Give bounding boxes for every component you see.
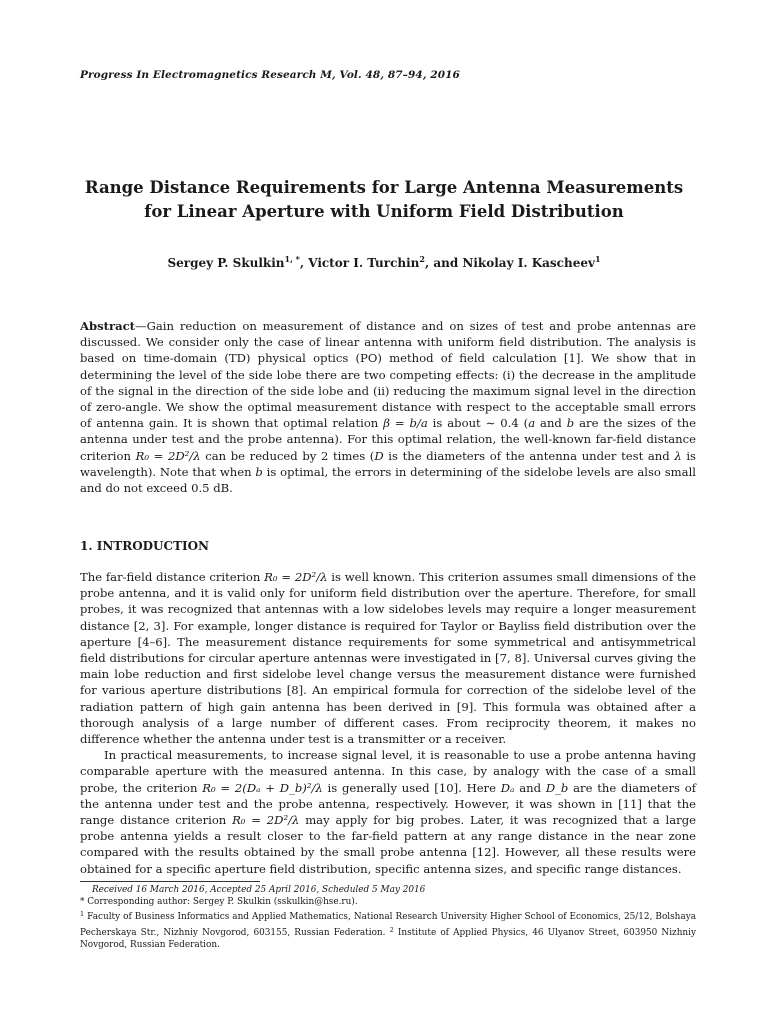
- abstract-text: is optimal, the errors in determining of the sidelobe levels are also small and do not exceed 0.5 dB.: [80, 464, 696, 496]
- footnote-mark: 1: [80, 910, 85, 919]
- formula-r0-probe: R₀ = 2(Dₐ + D_b)²/λ: [202, 780, 323, 795]
- footnote-divider: [80, 881, 260, 882]
- abstract-text: can be reduced by 2 times (: [200, 448, 375, 463]
- paragraph: [80, 747, 696, 877]
- footnote-mark: 2: [389, 925, 394, 934]
- footnote-mark: *: [80, 897, 85, 908]
- var-db: D_b: [545, 780, 569, 795]
- title-line-2: for Linear Aperture with Uniform Field Distribution: [144, 202, 624, 221]
- corresponding-author: [80, 896, 696, 908]
- footnotes: [80, 884, 696, 951]
- abstract-text: —Gain reduction on measurement of distance and on sizes of test and probe antennas are discussed. We consider only the case of linear antenna with uniform field distribution. The analysis is based on time-domain (TD) physical optics (PO) method of field calculation [1]. We show that in determining the level of the side lobe there are two competing effects: (i) the decrease in the amplitude of the signal in the direction of the side lobe and (ii) reducing the maximum signal level in the direction of zero-angle. We show the optimal measurement distance with respect to the acceptable small errors of antenna gain. It is shown that optimal relation: [80, 319, 696, 431]
- author-3: and Nikolay I. Kascheev: [433, 256, 595, 270]
- section-heading: 1. INTRODUCTION: [80, 539, 210, 553]
- author-list: Sergey P. Skulkin$^{1, *}$, Victor I. Turchin$^2$, and Nikolay I. Kascheev$^1$: [167, 254, 601, 270]
- var-da: Dₐ: [500, 780, 515, 795]
- author-2-affiliation: 2: [419, 254, 425, 264]
- paragraph-text: is generally used [10]. Here: [322, 780, 501, 795]
- author-2: Victor I. Turchin: [308, 256, 420, 270]
- var-lambda: λ: [674, 448, 682, 463]
- author-3-affiliation: 1: [594, 254, 601, 264]
- var-b: b: [566, 416, 575, 431]
- paper-title: [60, 176, 708, 224]
- abstract-text: is the diameters of the antenna under test and: [383, 448, 675, 463]
- formula-r0: R₀ = 2D²/λ: [264, 570, 328, 584]
- footnote-text: Institute of Applied Physics, 46 Ulyanov Street, 603950 Nizhniy Novgorod, Russian Federation.: [80, 927, 696, 950]
- paragraph-text: is well known. This criterion assumes small dimensions of the probe antenna, and it is valid only for uniform field distribution over the aperture. Therefore, for small probes, it was recognized that antennas with a low sidelobes levels may require a longer measurement distance [2, 3]. For example, longer distance is required for Taylor or Bayliss field distribution over the aperture [4–6]. The measurement distance requirements for some symmetrical and antisymmetrical field distributions for circular aperture antennas were investigated in [7, 8]. Universal curves giving the main lobe reduction and first sidelobe level change versus the measurement distance were furnished for various aperture distributions [8]. An empirical formula for correction of the sidelobe level of the radiation pattern of high gain antenna has been derived in [9]. This formula was obtained after a thorough analysis of a large number of different cases. From reciprocity theorem, it makes no difference whether the antenna under test is a transmitter or a receiver.: [80, 570, 696, 747]
- formula-beta: β = b/a: [383, 416, 428, 431]
- abstract-text: is wavelength). Note that when: [80, 448, 696, 479]
- author-1: Sergey P. Skulkin: [167, 256, 285, 270]
- affiliations: [80, 908, 696, 951]
- formula-r0: R₀ = 2D²/λ: [135, 448, 201, 463]
- author-1-affiliation: 1, *: [284, 254, 300, 264]
- paragraph: [80, 569, 696, 747]
- formula-r0: R₀ = 2D²/λ: [232, 813, 300, 828]
- var-a: a: [528, 416, 536, 431]
- abstract-label: Abstract: [80, 319, 136, 333]
- paragraph-text: The far-field distance criterion: [80, 570, 265, 584]
- paragraph-text: may apply for big probes. Later, it was recognized that a large probe antenna yields a result closer to the far-field pattern at any range distance in the near zone compared with the results obtained by the small probe antenna [12]. However, all these results were obtained for a specific aperture field distribution, specific antenna sizes, and specific range distances.: [80, 813, 696, 876]
- abstract-text: and: [535, 416, 567, 431]
- received-dates: Received 16 March 2016, Accepted 25 April 2016, Scheduled 5 May 2016: [92, 885, 426, 895]
- abstract: [80, 318, 696, 496]
- paragraph-text: are the diameters of the antenna under test and the probe antenna, respectively. However, it was shown in [11] that the range distance criterion: [80, 780, 697, 828]
- journal-header: Progress In Electromagnetics Research M, Vol. 48, 87–94, 2016: [80, 69, 460, 81]
- footnote-text: Corresponding author: Sergey P. Skulkin (sskulkin@hse.ru).: [84, 897, 358, 908]
- abstract-text: are the sizes of the antenna under test and the probe antenna). For this optimal relation, the well-known far-field distance criterion: [80, 416, 697, 463]
- var-d: D: [374, 448, 384, 463]
- title-line-1: Range Distance Requirements for Large Antenna Measurements: [84, 178, 684, 197]
- footnote-text: Faculty of Business Informatics and Applied Mathematics, National Research University Higher School of Economics, 25/12, Bolshaya Pecherskaya Str., Nizhniy Novgorod, 603155, Russian Federation.: [80, 912, 696, 938]
- introduction-body: [80, 569, 696, 877]
- abstract-text: is about ∼ 0.4 (: [427, 416, 529, 431]
- paragraph-text: In practical measurements, to increase signal level, it is reasonable to use a probe antenna having comparable aperture with the measured antenna. In this case, by analogy with the case of a small probe, the criterion: [80, 748, 696, 795]
- paragraph-text: and: [514, 780, 546, 795]
- var-b: b: [255, 464, 263, 479]
